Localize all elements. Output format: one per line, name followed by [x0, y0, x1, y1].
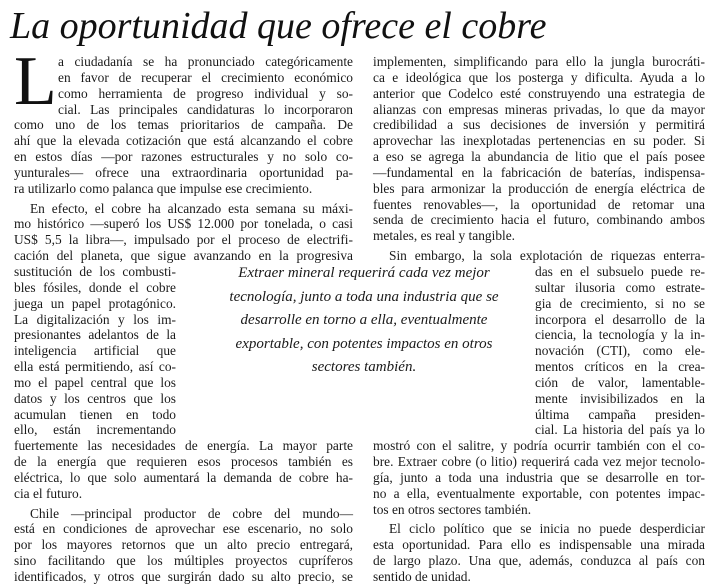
text-line: fuentes renovables—, la oportunidad de retomar una — [373, 196, 705, 212]
text-line: En efecto, el cobre ha alcanzado esta semana su máxi- — [30, 200, 353, 216]
text-line: ello, están incrementando — [14, 422, 176, 438]
text-line: anterior que Codelco esté construyendo una estrategia de — [373, 85, 705, 101]
pull-quote-line: tecnología, junto a toda una industria que se — [229, 288, 499, 305]
text-line: gía, junto a toda una industria que se desarrolle en tor- — [373, 469, 705, 485]
text-line: eléctrica, lo que solo aumentará la demanda de cobre ha- — [14, 469, 353, 485]
text-line: das en el subsuelo puede re- — [535, 263, 705, 279]
text-line: ciencia, la tecnología y la in- — [535, 327, 705, 343]
text-line: no a ella, eventualmente exportable, con potentes impac- — [373, 485, 705, 501]
text-line: ción de valor, lamentable- — [535, 374, 705, 390]
text-line: acumulan tienen en todo — [14, 406, 176, 422]
text-line: cial. Las principales candidaturas lo incorporaron — [58, 101, 353, 117]
text-line: como uno de los temas prioritarios de campaña. De — [14, 117, 353, 133]
text-line: sultar ilusoria como estrate- — [535, 279, 705, 295]
headline: La oportunidad que ofrece el cobre — [10, 5, 547, 47]
text-line: está en condiciones de aprovechar ese escenario, no solo — [14, 521, 353, 537]
text-line: —fundamental en la fabricación de baterías, indispensa- — [373, 164, 705, 180]
text-line: identificados, y otros que surgirán dado su alto precio, se — [14, 569, 353, 584]
text-line: novación (CTI), como ele- — [535, 343, 705, 359]
text-line: Sin embargo, la sola explotación de riquezas enterra- — [389, 248, 705, 264]
text-line: inteligencia artificial que — [14, 343, 176, 359]
text-line: mostró con el salitre, y podría ocurrir también con el co- — [373, 438, 705, 454]
text-line: bre. Extraer cobre (o litio) requerirá cada vez mejor tecnolo- — [373, 454, 705, 470]
text-line: en estos días —por razones estructurales y no solo co- — [14, 149, 353, 165]
text-line: senda de crecimiento hacia el futuro, combinando ambos — [373, 212, 705, 228]
text-line: de largo plazo. Una que, además, conduzca al país con — [373, 553, 705, 569]
text-line: como herramienta de progreso individual y so- — [58, 85, 353, 101]
text-line: cial. La historia del país ya lo — [535, 422, 705, 438]
text-line: ca e ideológica que los posterga y dificulta. Ayuda a lo — [373, 69, 705, 85]
text-line: juega un papel protagónico. — [14, 295, 176, 311]
text-line: credibilidad a sus decisiones de inversión y permitirá — [373, 117, 705, 133]
text-line: bles para armonizar la producción de energía eléctrica de — [373, 180, 705, 196]
text-line: de la energía que requieren esos procesos también es — [14, 454, 353, 470]
text-line: fuertemente las necesidades de energía. La mayor parte — [14, 438, 353, 454]
text-line: mo histórico —superó los US$ 12.000 por tonelada, o casi — [14, 216, 353, 232]
text-line: a ciudadanía se ha pronunciado categóricamente — [58, 54, 353, 69]
text-line: yunturales— ofrece una extraordinaria oportunidad pa- — [14, 164, 353, 180]
text-line: incorpora el desarrollo de la — [535, 311, 705, 327]
pull-quote — [188, 262, 540, 408]
text-line: mente invisibilizados en la — [535, 390, 705, 406]
text-line: aprovechar las inexplotadas pertenencias en su poder. Si — [373, 133, 705, 149]
pull-quote-line: sectores también. — [311, 359, 417, 376]
dropcap-letter: L — [14, 43, 57, 120]
text-line: bles fósiles, donde el cobre — [14, 279, 176, 295]
pull-quote-line: Extraer mineral requerirá cada vez mejor — [238, 265, 490, 281]
text-line: ra utilizarlo como palanca que impulse ese crecimiento. — [14, 180, 313, 196]
text-line: sentido de unidad. — [373, 569, 471, 584]
text-line: gia de crecimiento, si no se — [535, 295, 705, 311]
text-line: La digitalización y los im- — [14, 311, 176, 327]
text-line: mo el papel central que los — [14, 374, 176, 390]
text-line: presionantes adelantos de la — [14, 327, 176, 343]
text-line: implementen, simplificando para ello la jungla burocráti- — [373, 54, 705, 69]
text-line: a eso se agrega la abundancia de litio que el país posee — [373, 149, 705, 165]
text-line: esta oportunidad. Para ello es indispensable una mirada — [373, 537, 705, 553]
text-line: alianzas con empresas mineras privadas, lo que da mayor — [373, 101, 705, 117]
text-line: ella está permitiendo, así co- — [14, 359, 176, 375]
text-line: El ciclo político que se inicia no puede desperdiciar — [389, 521, 705, 537]
text-line: ahí que la elevada cotización que está alcanzando el cobre — [14, 133, 353, 149]
text-line: US$ 5,5 la libra—, impulsado por el proceso de electrifi- — [14, 232, 353, 248]
text-line: mentos críticos en la crea- — [535, 359, 705, 375]
text-line: en favor de recuperar el crecimiento económico — [58, 69, 353, 85]
text-line: metales, es real y tangible. — [373, 228, 516, 244]
text-line: última campaña presiden- — [535, 406, 705, 422]
text-line: cación del planeta, que sigue avanzando en la progresiva — [14, 248, 353, 264]
text-line: por los mayores retornos que un alto precio entregará, — [14, 537, 353, 553]
text-line: cia el futuro. — [14, 485, 83, 501]
pull-quote-line: exportable, con potentes impactos en otros — [235, 335, 493, 352]
text-line: datos y los centros que los — [14, 390, 176, 406]
text-line: sustitución de los combusti- — [14, 263, 176, 279]
pull-quote-line: desarrolle en torno a ella, eventualmente — [240, 312, 488, 329]
text-line: Chile —principal productor de cobre del mundo— — [30, 505, 353, 521]
text-line: sino facilitando que los múltiples proyectos cupríferos — [14, 553, 353, 569]
text-line: tos en otros sectores también. — [373, 501, 532, 517]
